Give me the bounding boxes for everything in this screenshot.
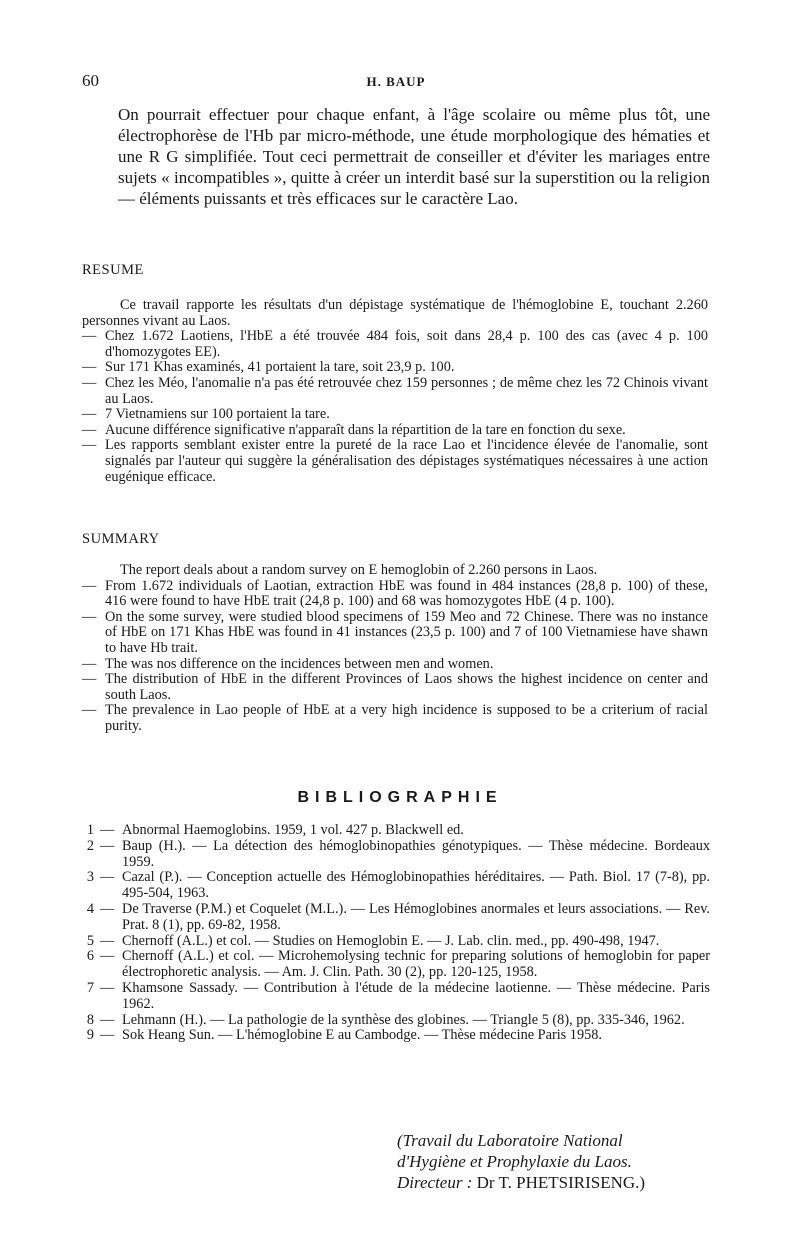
resume-abstract bbox=[82, 298, 708, 485]
reference-number: 8 bbox=[86, 1011, 94, 1028]
summary-lead: The report deals about a random survey on E hemoglobin of 2.260 persons in Laos. bbox=[120, 562, 598, 578]
reference-text: Chernoff (A.L.) et col. — Studies on Hemoglobin E. — J. Lab. clin. med., pp. 490-498, 1947. bbox=[122, 932, 660, 949]
summary-heading: SUMMARY bbox=[82, 531, 160, 547]
bibliography-list bbox=[82, 823, 710, 1044]
reference-text: Sok Heang Sun. — L'hémoglobine E au Cambodge. — Thèse médecine Paris 1958. bbox=[122, 1027, 602, 1044]
resume-item bbox=[82, 376, 708, 407]
reference-item bbox=[82, 870, 710, 902]
reference-dash: — bbox=[100, 822, 115, 838]
reference-text: Chernoff (A.L.) et col. — Microhemolysing technic for preparing solutions of hemoglobin for paper électrophoretic analysis. — Am. J. Clin. Path. 30 (2), pp. 120-125, 1958. bbox=[122, 948, 710, 981]
reference-number: 7 bbox=[86, 979, 94, 996]
reference-dash: — bbox=[100, 1027, 115, 1044]
resume-item-text: 7 Vietnamiens sur 100 portaient la tare. bbox=[105, 406, 330, 423]
resume-item-text: Sur 171 Khas examinés, 41 portaient la tare, soit 23,9 p. 100. bbox=[105, 359, 455, 376]
bullet-dash: — bbox=[82, 406, 97, 423]
summary-item bbox=[82, 657, 708, 673]
reference-item bbox=[82, 934, 710, 950]
bullet-dash: — bbox=[82, 374, 97, 391]
reference-item bbox=[82, 949, 710, 981]
bullet-dash: — bbox=[82, 437, 97, 454]
reference-number: 9 bbox=[86, 1027, 94, 1044]
reference-dash: — bbox=[100, 932, 115, 949]
summary-item-text: From 1.672 individuals of Laotian, extraction HbE was found in 484 instances (28,8 p. 100) of these, 416 were found to have HbE trait (24,8 p. 100) and 68 was homozygotes HbE (4 p. 100). bbox=[105, 577, 708, 610]
reference-dash: — bbox=[100, 979, 115, 996]
reference-number: 5 bbox=[86, 932, 94, 949]
resume-item-text: Chez les Méo, l'anomalie n'a pas été retrouvée chez 159 personnes ; de même chez les 72 Chinois vivant au Laos. bbox=[105, 374, 708, 407]
bibliography-heading: BIBLIOGRAPHIE bbox=[297, 789, 503, 806]
bullet-dash: — bbox=[82, 702, 97, 719]
lab-signature bbox=[397, 1130, 717, 1193]
bullet-dash: — bbox=[82, 328, 97, 345]
signature-director-label: Directeur : bbox=[397, 1173, 477, 1192]
reference-text: Baup (H.). — La détection des hémoglobinopathies génotypiques. — Thèse médecine. Bordeaux 1959. bbox=[122, 837, 710, 870]
resume-item bbox=[82, 360, 708, 376]
reference-item bbox=[82, 1028, 710, 1044]
resume-item-text: Chez 1.672 Laotiens, l'HbE a été trouvée 484 fois, soit dans 28,4 p. 100 des cas (avec 4 p. 100 d'homozygotes EE). bbox=[105, 328, 708, 360]
resume-item bbox=[82, 438, 708, 485]
summary-item-text: The distribution of HbE in the different Provinces of Laos shows the highest incidence on center and south Laos. bbox=[105, 671, 708, 703]
resume-item bbox=[82, 329, 708, 360]
header-author: H. BAUP bbox=[366, 74, 426, 89]
resume-item-text: Les rapports semblant exister entre la pureté de la race Lao et l'incidence élevée de l'anomalie, sont signalés par l'auteur qui suggère la généralisation des dépistages systématiques nécessaires à une action eugénique efficace. bbox=[105, 437, 708, 485]
summary-abstract bbox=[82, 563, 708, 735]
reference-text: Abnormal Haemoglobins. 1959, 1 vol. 427 p. Blackwell ed. bbox=[122, 822, 464, 838]
reference-dash: — bbox=[100, 1011, 115, 1028]
intro-text: On pourrait effectuer pour chaque enfant, à l'âge scolaire ou même plus tôt, une électrophorèse de l'Hb par micro-méthode, une étude morphologique des hématies et une R G simplifiée. Tout ceci permettrait de conseiller et d'éviter les mariages entre sujets « incompatibles », quitte à créer un interdit basé sur la superstition ou la religion — éléments puissants et très efficaces sur le caractère Lao. bbox=[118, 105, 710, 208]
signature-line: (Travail du Laboratoire National bbox=[397, 1131, 623, 1150]
bullet-dash: — bbox=[82, 359, 97, 376]
bullet-dash: — bbox=[82, 608, 97, 625]
reference-text: Lehmann (H.). — La pathologie de la synthèse des globines. — Triangle 5 (8), pp. 335-346, 1962. bbox=[122, 1011, 685, 1028]
reference-text: De Traverse (P.M.) et Coquelet (M.L.). — Les Hémoglobines anormales et leurs associations. — Rev. Prat. 8 (1), pp. 69-82, 1958. bbox=[122, 900, 710, 933]
reference-item bbox=[82, 981, 710, 1013]
summary-item bbox=[82, 579, 708, 610]
bullet-dash: — bbox=[82, 655, 97, 672]
resume-item bbox=[82, 407, 708, 423]
reference-dash: — bbox=[100, 837, 115, 854]
resume-item bbox=[82, 423, 708, 439]
signature-line bbox=[397, 1172, 717, 1193]
reference-item bbox=[82, 902, 710, 934]
reference-text: Cazal (P.). — Conception actuelle des Hémoglobinopathies héréditaires. — Path. Biol. 17 (7-8), pp. 495-504, 1963. bbox=[122, 869, 710, 902]
signature-line: d'Hygiène et Prophylaxie du Laos. bbox=[397, 1152, 632, 1171]
signature-director-name: Dr T. PHETSIRISENG.) bbox=[476, 1173, 646, 1192]
summary-item-text: On the some survey, were studied blood specimens of 159 Meo and 72 Chinese. There was no instance of HbE on 171 Khas HbE was found in 41 instances (23,5 p. 100) and 7 of 100 Vietnamiese have shawn to have Hb trait. bbox=[105, 608, 708, 656]
bullet-dash: — bbox=[82, 577, 97, 594]
resume-item-text: Aucune différence significative n'apparaît dans la répartition de la tare en fonction du sexe. bbox=[105, 421, 626, 438]
reference-number: 6 bbox=[86, 948, 94, 965]
resume-lead: Ce travail rapporte les résultats d'un dépistage systématique de l'hémoglobine E, touchant 2.260 personnes vivant au Laos. bbox=[82, 297, 708, 329]
reference-item bbox=[82, 1013, 710, 1029]
summary-item-text: The was nos difference on the incidences between men and women. bbox=[105, 655, 494, 672]
reference-text: Khamsone Sassady. — Contribution à l'étude de la médecine laotienne. — Thèse médecine. Paris 1962. bbox=[122, 979, 710, 1012]
intro-paragraph bbox=[118, 104, 710, 209]
reference-number: 1 bbox=[86, 822, 94, 838]
resume-heading: RESUME bbox=[82, 262, 144, 278]
reference-dash: — bbox=[100, 900, 115, 917]
reference-dash: — bbox=[100, 869, 115, 886]
reference-number: 3 bbox=[86, 869, 94, 886]
bullet-dash: — bbox=[82, 421, 97, 438]
running-header bbox=[82, 71, 710, 93]
reference-item bbox=[82, 839, 710, 871]
reference-number: 4 bbox=[86, 900, 94, 917]
summary-item bbox=[82, 703, 708, 734]
reference-item bbox=[82, 823, 710, 839]
summary-item bbox=[82, 610, 708, 657]
summary-item bbox=[82, 672, 708, 703]
reference-dash: — bbox=[100, 948, 115, 965]
page-number: 60 bbox=[82, 71, 99, 90]
bullet-dash: — bbox=[82, 671, 97, 688]
summary-item-text: The prevalence in Lao people of HbE at a very high incidence is supposed to be a criterium of racial purity. bbox=[105, 702, 708, 734]
reference-number: 2 bbox=[86, 837, 94, 854]
